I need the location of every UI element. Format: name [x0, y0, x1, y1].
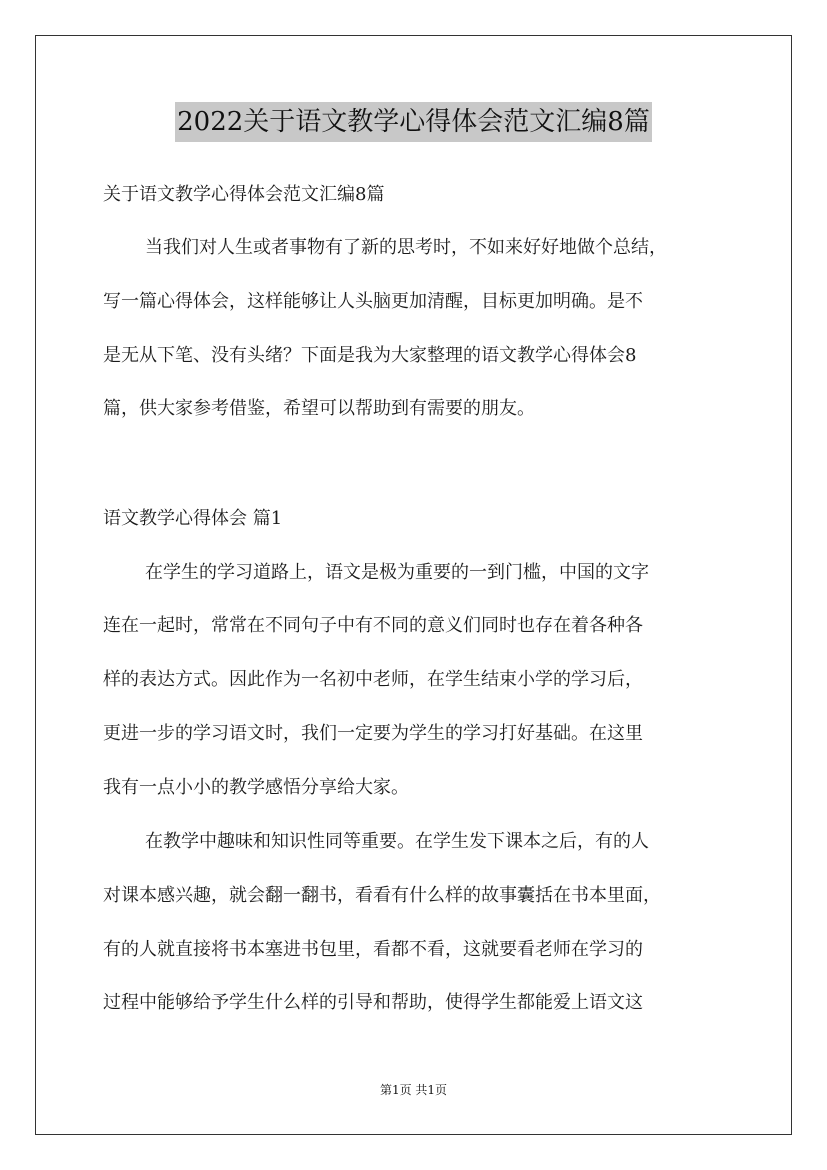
- document-title: 2022关于语文教学心得体会范文汇编8篇: [175, 102, 652, 142]
- paragraph-line: 过程中能够给予学生什么样的引导和帮助，使得学生都能爱上语文这: [103, 992, 643, 1013]
- paragraph-line: 连在一起时，常常在不同句子中有不同的意义们同时也存在着各种各: [103, 615, 643, 636]
- section-heading: 语文教学心得体会 篇1: [103, 508, 283, 529]
- document-subtitle: 关于语文教学心得体会范文汇编8篇: [103, 184, 385, 205]
- paragraph-line: 我有一点小小的教学感悟分享给大家。: [103, 777, 409, 798]
- paragraph-line: 在学生的学习道路上，语文是极为重要的一到门槛，中国的文字: [145, 562, 649, 583]
- intro-line: 是无从下笔、没有头绪？下面是我为大家整理的语文教学心得体会8: [103, 345, 637, 366]
- intro-line: 当我们对人生或者事物有了新的思考时，不如来好好地做个总结，: [145, 237, 667, 258]
- paragraph-line: 在教学中趣味和知识性同等重要。在学生发下课本之后，有的人: [145, 831, 649, 852]
- paragraph-line: 更进一步的学习语文时，我们一定要为学生的学习打好基础。在这里: [103, 723, 643, 744]
- paragraph-line: 有的人就直接将书本塞进书包里，看都不看，这就要看老师在学习的: [103, 939, 643, 960]
- paragraph-line: 对课本感兴趣，就会翻一翻书，看看有什么样的故事囊括在书本里面，: [103, 885, 661, 906]
- intro-line: 篇，供大家参考借鉴，希望可以帮助到有需要的朋友。: [103, 398, 535, 419]
- paragraph-line: 样的表达方式。因此作为一名初中老师，在学生结束小学的学习后，: [103, 669, 643, 690]
- title-wrap: [0, 102, 827, 142]
- intro-line: 写一篇心得体会，这样能够让人头脑更加清醒，目标更加明确。是不: [103, 291, 643, 312]
- page-footer: 第1页 共1页: [379, 1083, 448, 1097]
